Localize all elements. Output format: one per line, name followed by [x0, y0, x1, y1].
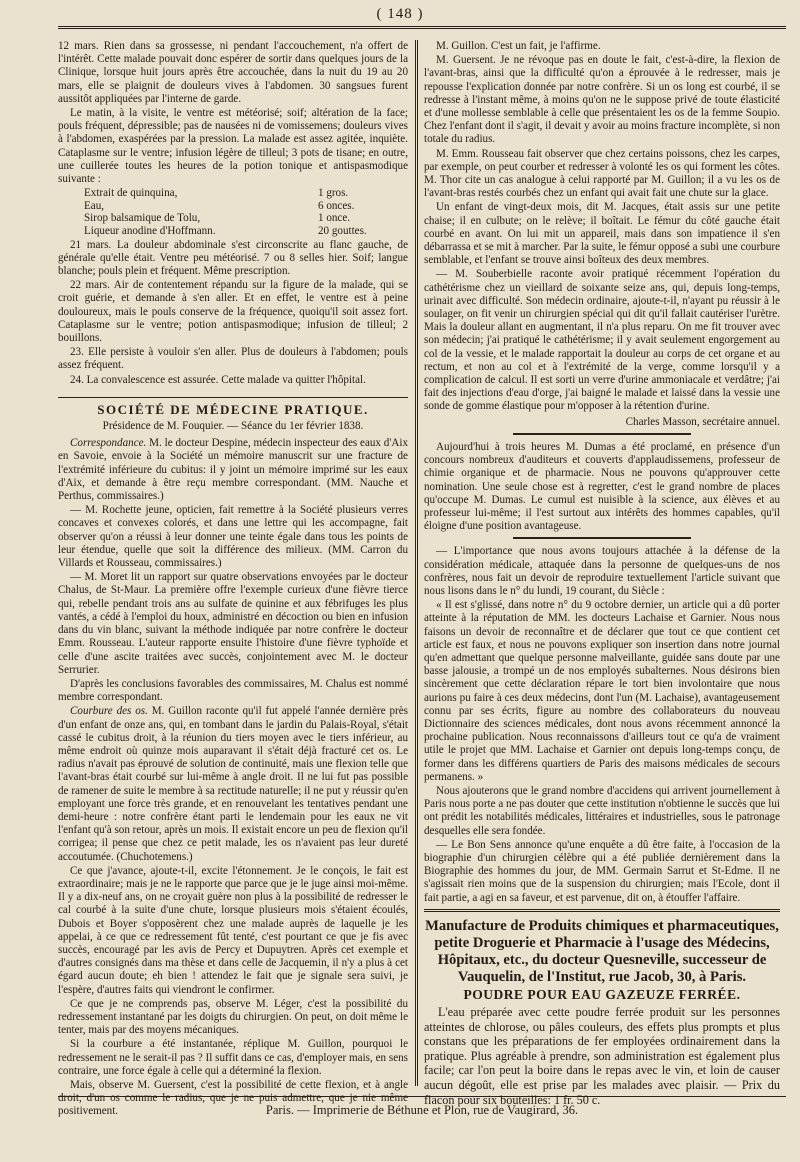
paragraph: Nous ajouterons que le grand nombre d'accidens qui arrivent journellement à Paris nous porte a ne pas douter que cette institution n'obtienne le succès que lui ont prédit les notabilités médicales, littéraires et industrielles, sous le patronage desquelles elle sera fondée.	[424, 784, 780, 837]
right-column	[424, 40, 780, 1107]
prescription-qty: 20 gouttes.	[318, 225, 367, 238]
presidence-line: Présidence de M. Fouquier. — Séance du 1er février 1838.	[102, 420, 364, 433]
signature: Charles Masson, secrétaire annuel.	[625, 415, 780, 428]
prescription-qty: 6 onces.	[318, 199, 355, 212]
prescription-item: Sirop balsamique de Tolu,	[84, 212, 201, 225]
paragraph-text: M. Guillon raconte qu'il fut appelé l'année dernière près d'un enfant de onze ans, qui, en tombant dans le jardin du Palais-Royal, s'était cassé le cubitus droit, à la réunion du tiers moyen avec le tiers inférieur, au même endroit où quinze mois auparavant il s'était déjà fracturé cet os. Le radius n'avait pas éprouvé de solution de continuité, mais une flexion telle que l'avant-bras était courbé sur lui-même à angle droit. Il ne lui fut pas possible de ramener de suite le membre à sa rectitude naturelle; il ne put y réussir qu'en employant une force très grande, et en renouvelant les tentatives pendant une demi-heure : notre confrère étant parti le lendemain pour les eaux ne vit l'enfant qu'à son retour, après un mois. Il existait encore un peu de flexion qu'il corrigea; il pense que chez ce petit malade, les os n'avaient pas leur dureté accoutumée. (Chuchotemens.)	[58, 705, 408, 863]
imprint-line: Paris. — Imprimerie de Béthune et Plon, rue de Vaugirard, 36.	[58, 1096, 786, 1118]
paragraph: M. Emm. Rousseau fait observer que chez certains poissons, chez les carpes, par exemple, on peut courber et redresser à volonté les os qui forment les côtes. M. Thor cite un cas analogue à celui rapporté par M. Guillon; il a vu les os de l'avant-bras restés courbés chez un enfant qui avait fait une chute sur la glace.	[424, 147, 780, 200]
paragraph: 21 mars. La douleur abdominale s'est circonscrite au flanc gauche, de générale qu'elle était. Ventre peu météorisé. 7 ou 8 selles hier. Soif; langue blanche; pouls plein et fréquent. Même prescription.	[58, 238, 408, 278]
paragraph-text: M. le docteur Despine, médecin inspecteur des eaux d'Aix en Savoie, envoie à la Société un mémoire manuscrit sur une fracture de l'extrémité inférieure du cubitus: il y joint un mémoire imprimé sur les eaux d'Aix, et demande à être reçu membre correspondant. (MM. Nauche et Perthus, commissaires.)	[58, 437, 408, 503]
paragraph	[58, 705, 408, 863]
advertisement-heading: Manufacture de Produits chimiques et pharmaceutiques, petite Droguerie et Pharmacie à l'usage des Médecins, Hôpitaux, etc., du docteur Quesneville, successeur de Vauquelin, de l'Institut, rue Jacob, 30, à Paris.	[425, 917, 779, 985]
paragraph: D'après les conclusions favorables des commissaires, M. Chalus est nommé membre correspondant.	[58, 677, 408, 704]
prescription-row	[58, 200, 408, 213]
prescription-row	[58, 212, 408, 225]
advertisement-subheading: POUDRE POUR EAU GAZEUZE FERRÉE.	[463, 986, 741, 1002]
divider	[513, 537, 691, 539]
paragraph: Le matin, à la visite, le ventre est météorisé; soif; altération de la face; pouls fréquent, dépressible; pas de nausées ni de vomissemens; douleurs vives à l'abdomen, exaspérées par la pression. La malade est assez agitée, inquiète. Cataplasme sur le ventre; infusion légère de tilleul; 3 pots de tisane; en outre, une cuillerée toutes les heures de la potion tonique et antispasmodique suivante :	[58, 107, 408, 186]
paragraph: — M. Moret lit un rapport sur quatre observations envoyées par le docteur Chalus, de St-Maur. La première offre l'exemple curieux d'une fièvre tierce qui, rebelle pendant trois ans au sulfate de quinine et aux fébrifuges les plus vantés, a cédé à l'emploi du houx, administré en décoction ou bien en infusion dans du vin blanc, suivant la méthode indiquée par notre confrère le docteur Emm. Rousseau. L'auteur rapporte ensuite l'histoire d'une fièvre typhoïde et celle d'une ascite traitées avec succès, conjointement avec M. le docteur Serrurier.	[58, 571, 408, 676]
section-heading: SOCIÉTÉ DE MÉDECINE PRATIQUE.	[58, 397, 408, 416]
paragraph: Aujourd'hui à trois heures M. Dumas a été proclamé, en présence d'un concours nombreux d'auditeurs et couverts d'applaudissemens, professeur de chimie organique et de pharmacie. Nous ne pouvons qu'approuver cette nomination. Une seule chose est à regretter, c'est le grand nombre de places qu'occupe M. Dumas. Le cumul est nuisible à la science, aux élèves et au professeur lui-même; il l'est surtout aux intérêts des hommes capables, qu'il éloigne d'une position avantageuse.	[424, 440, 780, 533]
paragraph: 24. La convalescence est assurée. Cette malade va quitter l'hôpital.	[70, 373, 366, 386]
paragraph: — Le Bon Sens annonce qu'une enquête a dû être faite, à l'occasion de la biographie d'un chirurgien célèbre qui a été publiée dernièrement dans la Biographie des hommes du jour, de MM. Germain Sarrut et St-Edme. Il ne s'agissait rien moins que de la suspension du chirurgien; mais l'Ecole, dont il fait partie, a agi en sa faveur, et est parvenue, dit on, à étouffer l'affaire.	[424, 838, 780, 904]
prescription-item: Extrait de quinquina,	[84, 187, 178, 200]
paragraph: — L'importance que nous avons toujours attachée à la défense de la considération médicale, attaquée dans la personne de quelques-uns de nos confrères, nous fait un devoir de reproduire textuellement l'article suivant que nous lisons dans le n° du lundi, 19 courant, du Siècle :	[424, 545, 780, 597]
divider	[513, 433, 691, 435]
advertisement-rule	[424, 909, 780, 912]
paragraph: Ce que j'avance, ajoute-t-il, excite l'étonnement. Je le conçois, le fait est extraordinaire; mais je ne le rapporte que parce que je le juge ainsi moi-même. Il y a dix-neuf ans, on ne croyait guère non plus à la possibilité de redresser le cal courbé à la suite d'une chute, lorsque plusieurs mois s'étaient écoulés, Dubois et Boyer s'opposèrent chez une malade auprès de laquelle je les appelai, à ce que ce redressement fût tenté, c'est pourtant ce que je fis avec succès, encouragé par les avis de Percy et Dupuytren. Après cet exemple et d'autres consignés dans ma thèse et dans celle de Jacquemin, il n'y a plus à cet égard aucun doute; eh bien ! attendez le fait que je signale sera suivi, je l'espère, d'autres faits qui viendront le confirmer.	[58, 864, 408, 996]
left-column	[58, 40, 408, 1118]
advertisement-body: L'eau préparée avec cette poudre ferrée produit sur les personnes atteintes de chlorose, ou pâles couleurs, des effets plus prompts et plus constans que les préparations de fer employées ordinairement dans la pratique. Plus agréable à prendre, son administration est également plus facile; car l'on peut la boire dans le repas avec le vin, et loin de causer aucun dégoût, elle est prise par les malades avec plaisir. — Prix du flacon pour six bouteilles: 1 fr. 50 c.	[424, 1005, 780, 1107]
prescription-item: Liqueur anodine d'Hoffmann.	[84, 225, 216, 238]
paragraph: M. Guersent. Je ne révoque pas en doute le fait, c'est-à-dire, la flexion de l'avant-bras, ainsi que la difficulté qu'on a éprouvée à le redresser, mais je repousse l'explication donnée par notre confrère. Si un os long est courbé, il se redresse à l'instant même, à moins qu'on ne le suppose privé de toute élasticité et d'une mollesse semblable à celle que présentaient les os de la femme Soupio. Chez l'enfant dont il s'agit, il devait y avoir au moins fracture incomplète, si non totale du radius.	[424, 54, 780, 146]
paragraph	[58, 437, 408, 503]
section-label: Courbure des os.	[70, 705, 148, 718]
paragraph: Un enfant de vingt-deux mois, dit M. Jacques, était assis sur une petite chaise; il en culbute; on le relève; il boîtait. Le fémur du côté gauche était courbé en avant. On lui mit un appareil, mais dans son impatience il s'en débarrassa et se mit à marcher. Par la suite, le fémur opposé a subi une courbure semblable, et l'enfant se trouve ainsi boîteux des deux membres.	[424, 201, 780, 267]
quoted-paragraph: « Il est s'glissé, dans notre n° du 9 octobre dernier, un article qui a dû porter atteinte à la réputation de MM. les docteurs Lachaise et Garnier. Nous nous faisons un devoir de reconnaître et de déclarer que tout ce que contient cet article est faux, et nous ne pouvons expliquer son insertion dans notre journal qu'en admettant que quelque personne malveillante, guidée sans doute par une basse jalousie, a trompé un de nos employés subalternes. Nous désirons bien sincèrement que cette déclaration répare le tort bien involontaire que nous aurions pu faire à ces deux médecins, dont l'un (M. Lachaise), avantageusement connu par ses écrits, figure au nombre des collaborateurs du nouveau Dictionnaire des sciences médicales, dont nous avons récemment annoncé la prochaine publication. Nous reconnaissons d'ailleurs tout ce qu'a de vraiment utile le projet que MM. Lachaise et Garnier ont depuis long-temps conçu, de former dans les différens quartiers de Paris des maisons médicales de secours permanens. »	[424, 599, 780, 783]
prescription-qty: 1 gros.	[318, 187, 349, 200]
paragraph: Si la courbure a été instantanée, réplique M. Guillon, pourquoi le redressement ne le serait-il pas ? Il suffit dans ce cas, d'employer mais, en sens contraire, une force égale à celle qui a déterminé la flexion.	[58, 1038, 408, 1077]
section-label: Correspondance.	[70, 437, 147, 450]
header-rule	[58, 26, 786, 33]
prescription-row	[58, 187, 408, 200]
paragraph: — M. Souberbielle raconte avoir pratiqué récemment l'opération du cathétérisme chez un vieillard de soixante seize ans, qui, depuis long-temps, urinait avec difficulté. Son médecin ordinaire, ajoute-t-il, n'ayant pu réussir à le soulager, on fit venir un chirurgien spécial qui dit qu'il fallait cautériser l'urètre. Mais la douleur allant en augmentant, il n'a plus reparu. On me fit trouver avec son médecin; j'ai pratiqué le cathétérisme; il y avait seulement engorgement au col de la vessie, et le malade rapportait la douleur au corps de cet organe et au rectum, et non au col et à l'extrémité de la verge, comme lorsqu'il y a complication de calcul. Il est sorti un verre d'urine ammoniacale et verdâtre; j'ai fait des injections d'eau d'orge, j'ai baigné le malade et laissé dans la vessie une sonde de gomme élastique pour m'opposer à la rétention d'urine.	[424, 268, 780, 413]
paragraph: Mais, observe M. Guersent, c'est la possibilité de cette flexion, et à angle droit, d'un os comme le radius, que je ne puis admettre, que je nie même positivement.	[58, 1079, 408, 1118]
paragraph: 23. Elle persiste à vouloir s'en aller. Plus de douleurs à l'abdomen; pouls assez fréquent.	[58, 346, 408, 372]
prescription-table	[58, 187, 408, 237]
paragraph: 22 mars. Air de contentement répandu sur la figure de la malade, qui se croit guérie, et demande à s'en aller. Et en effet, le ventre est à peine douloureux, mais le pouls conserve de la fréquence, quoiqu'il soit assez fort. Cataplasme sur le ventre; potion antispasmodique; infusion de tilleul; 2 bouillons.	[58, 279, 408, 345]
paragraph: 12 mars. Rien dans sa grossesse, ni pendant l'accouchement, n'a offert de l'intérêt. Cette malade pouvait donc espérer de sortir dans quelques jours de la Clinique, lorsque huit jours après être accouchée, dans la nuit du 19 au 20 mars, elle se plaignit de douleurs vives à l'abdomen. 30 sangsues furent aussitôt appliquées par l'interne de garde.	[58, 40, 408, 105]
prescription-qty: 1 once.	[318, 212, 351, 225]
paragraph: Ce que je ne comprends pas, observe M. Léger, c'est la possibilité du redressement instantané par les doigts du chirurgien. On peut, on doit même le tenter, mais par des moyens mécaniques.	[58, 997, 408, 1037]
advertisement	[424, 918, 780, 1107]
prescription-row	[58, 225, 408, 238]
column-divider	[415, 40, 418, 1086]
page-number: ( 148 )	[376, 6, 424, 22]
paragraph: M. Guillon. C'est un fait, je l'affirme.	[436, 40, 601, 52]
paragraph: — M. Rochette jeune, opticien, fait remettre à la Société plusieurs verres concaves et convexes colorés, et dans une lettre qui les accompagne, fait observer qu'on a réussi à leur donner une teinte égale dans tous les points de leur étendue, quelle que soit la différence des milieux. (MM. Carron du Villards et Rousseau, commissaires.)	[58, 504, 408, 570]
prescription-item: Eau,	[84, 199, 105, 212]
